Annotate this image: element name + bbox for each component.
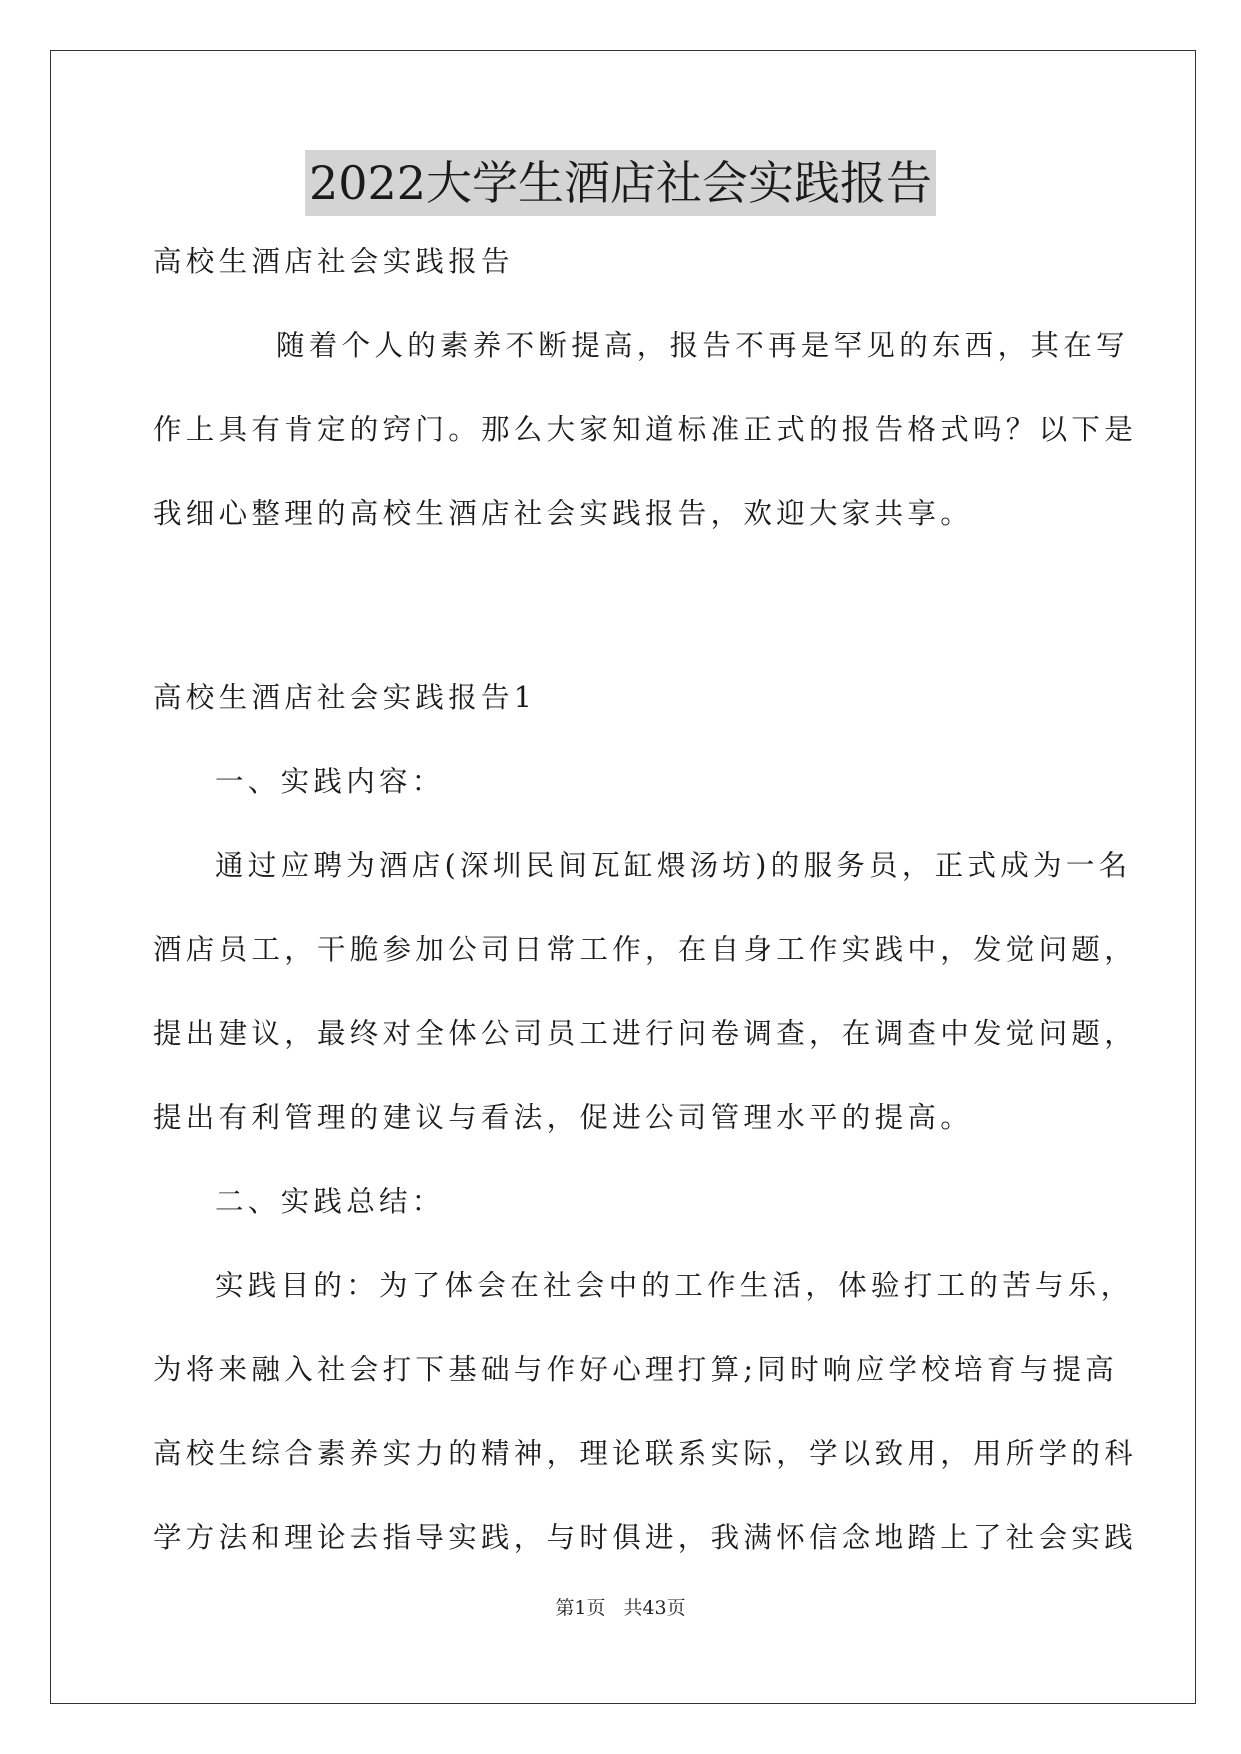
paragraph-line: 作上具有肯定的窍门。那么大家知道标准正式的报告格式吗？以下是: [153, 413, 1138, 446]
paragraph-line: 我细心整理的高校生酒店社会实践报告，欢迎大家共享。: [153, 497, 974, 530]
document-title: 2022大学生酒店社会实践报告: [305, 150, 936, 216]
intro-section: [153, 220, 1138, 556]
paragraph-line: 实践目的：为了体会在社会中的工作生活，体验打工的苦与乐，: [215, 1269, 1134, 1302]
subsection-heading: 一、实践内容：: [215, 765, 445, 798]
paragraph-line: 高校生综合素养实力的精神，理论联系实际，学以致用，用所学的科: [153, 1437, 1138, 1470]
page-total: 共43页: [623, 1597, 686, 1619]
paragraph-line: 酒店员工，干脆参加公司日常工作，在自身工作实践中，发觉问题，: [153, 933, 1138, 966]
paragraph-line: 学方法和理论去指导实践，与时俱进，我满怀信念地踏上了社会实践: [153, 1521, 1138, 1554]
page-footer: [0, 1595, 1241, 1621]
paragraph-line: 通过应聘为酒店(深圳民间瓦缸煨汤坊)的服务员，正式成为一名: [215, 849, 1132, 882]
section-heading: 高校生酒店社会实践报告1: [153, 681, 537, 714]
paragraph-line: 为将来融入社会打下基础与作好心理打算;同时响应学校培育与提高: [153, 1353, 1119, 1386]
paragraph-line: 随着个人的素养不断提高，报告不再是罕见的东西，其在写: [276, 329, 1129, 362]
title-wrapper: [0, 150, 1241, 216]
page-number: 第1页: [555, 1597, 606, 1619]
subtitle-line: 高校生酒店社会实践报告: [153, 245, 514, 278]
paragraph-line: 提出建议，最终对全体公司员工进行问卷调查，在调查中发觉问题，: [153, 1017, 1138, 1050]
subsection-heading: 二、实践总结：: [215, 1185, 445, 1218]
report-section: [153, 656, 1138, 1580]
paragraph-line: 提出有利管理的建议与看法，促进公司管理水平的提高。: [153, 1101, 974, 1134]
